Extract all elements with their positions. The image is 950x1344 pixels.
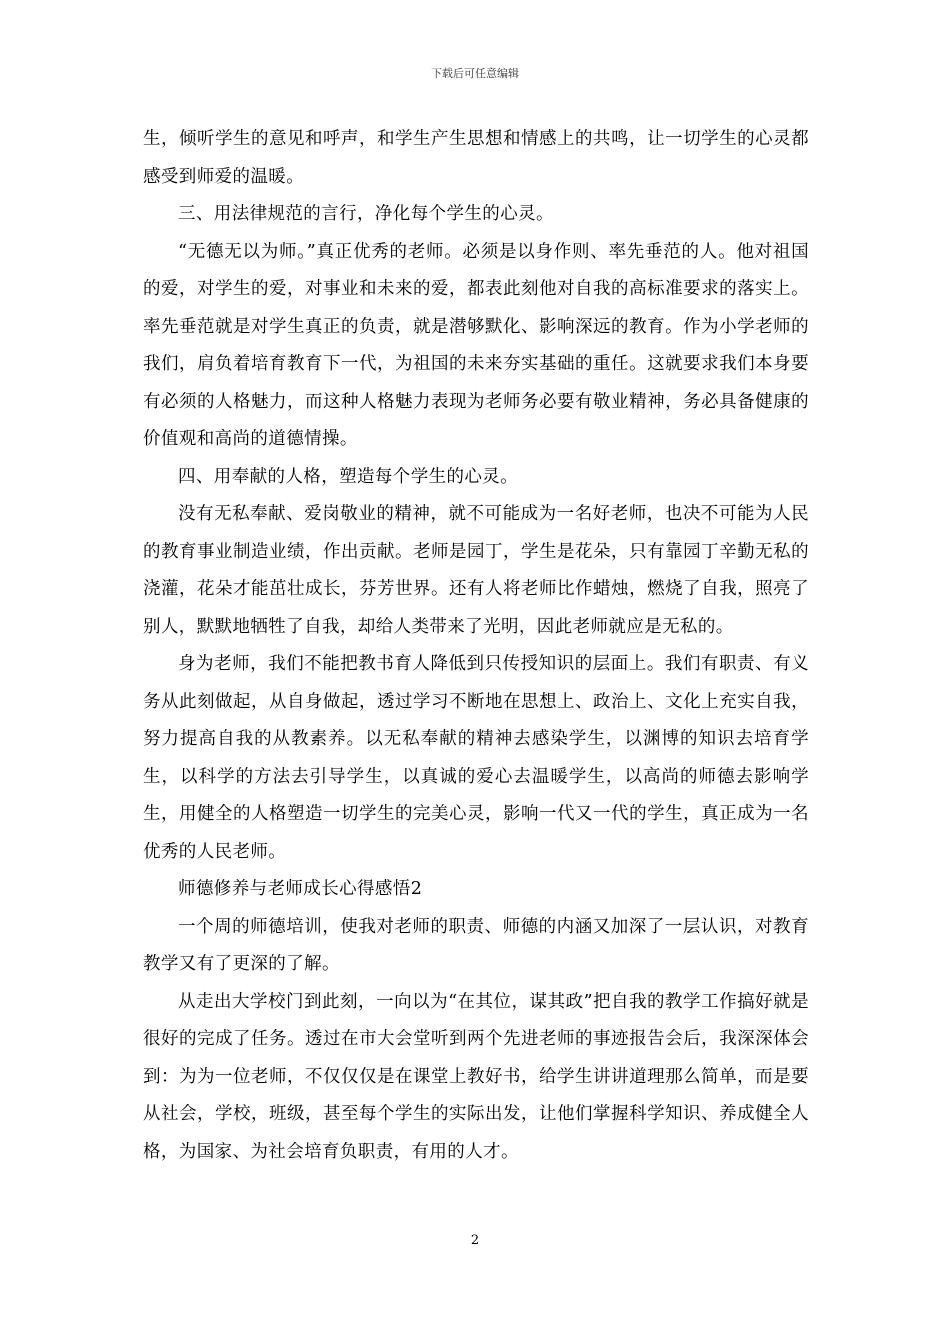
paragraph-3: 没有无私奉献、爱岗敬业的精神，就不可能成为一名好老师，也决不可能为人民的教育事业制造业绩，作出贡献。老师是园丁，学生是花朵，只有靠园丁辛勤无私的浇灌，花朵才能茁壮成长，芬芳世界。还有人将老师比作蜡烛，燃烧了自我，照亮了别人，默默地牺牲了自我，却给人类带来了光明，因此老师就应是无私的。 bbox=[143, 504, 809, 637]
paragraph-4: 身为老师，我们不能把教书育人降低到只传授知识的层面上。我们有职责、有义务从此刻做起，从自身做起，透过学习不断地在思想上、政治上、文化上充实自我，努力提高自我的从教素养。以无私奉献的精神去感染学生，以渊博的知识去培育学生，以科学的方法去引导学生，以真诚的爱心去温暖学生，以高尚的师德去影响学生，用健全的人格塑造一切学生的完美心灵，影响一代又一代的学生，真正成为一名优秀的人民老师。 bbox=[143, 654, 809, 862]
paragraph-5: 一个周的师德培训，使我对老师的职责、师德的内涵又加深了一层认识，对教育教学又有了更深的了解。 bbox=[143, 916, 809, 974]
paragraph-1: 生，倾听学生的意见和呼声，和学生产生思想和情感上的共鸣，让一切学生的心灵都感受到师爱的温暖。 bbox=[143, 129, 809, 187]
article-title-2: 师德修养与老师成长心得感悟2 bbox=[178, 879, 423, 899]
document-body bbox=[143, 121, 809, 1171]
section-heading-4: 四、用奉献的人格，塑造每个学生的心灵。 bbox=[178, 466, 519, 487]
paragraph-2: “无德无以为师。”真正优秀的老师。必须是以身作则、率先垂范的人。他对祖国的爱，对学生的爱，对事业和未来的爱，都表此刻他对自我的高标准要求的落实上。率先垂范就是对学生真正的负责，就是潜够默化、影响深远的教育。作为小学老师的我们，肩负着培育教育下一代，为祖国的未来夯实基础的重任。这就要求我们本身要有必须的人格魅力，而这种人格魅力表现为老师务必要有敬业精神，务必具备健康的价值观和高尚的道德情操。 bbox=[143, 241, 809, 449]
page-number: 2 bbox=[470, 1233, 480, 1248]
page-header: 下载后可任意编辑 bbox=[431, 67, 519, 80]
paragraph-6: 从走出大学校门到此刻，一向以为“在其位，谋其政”把自我的教学工作搞好就是很好的完成了任务。透过在市大会堂听到两个先进老师的事迹报告会后，我深深体会到：为为一位老师，不仅仅仅是在课堂上教好书，给学生讲讲道理那么简单，而是要从社会，学校，班级，甚至每个学生的实际出发，让他们掌握科学知识、养成健全人格，为国家、为社会培育负职责，有用的人才。 bbox=[143, 991, 809, 1162]
section-heading-3: 三、用法律规范的言行，净化每个学生的心灵。 bbox=[178, 204, 554, 224]
